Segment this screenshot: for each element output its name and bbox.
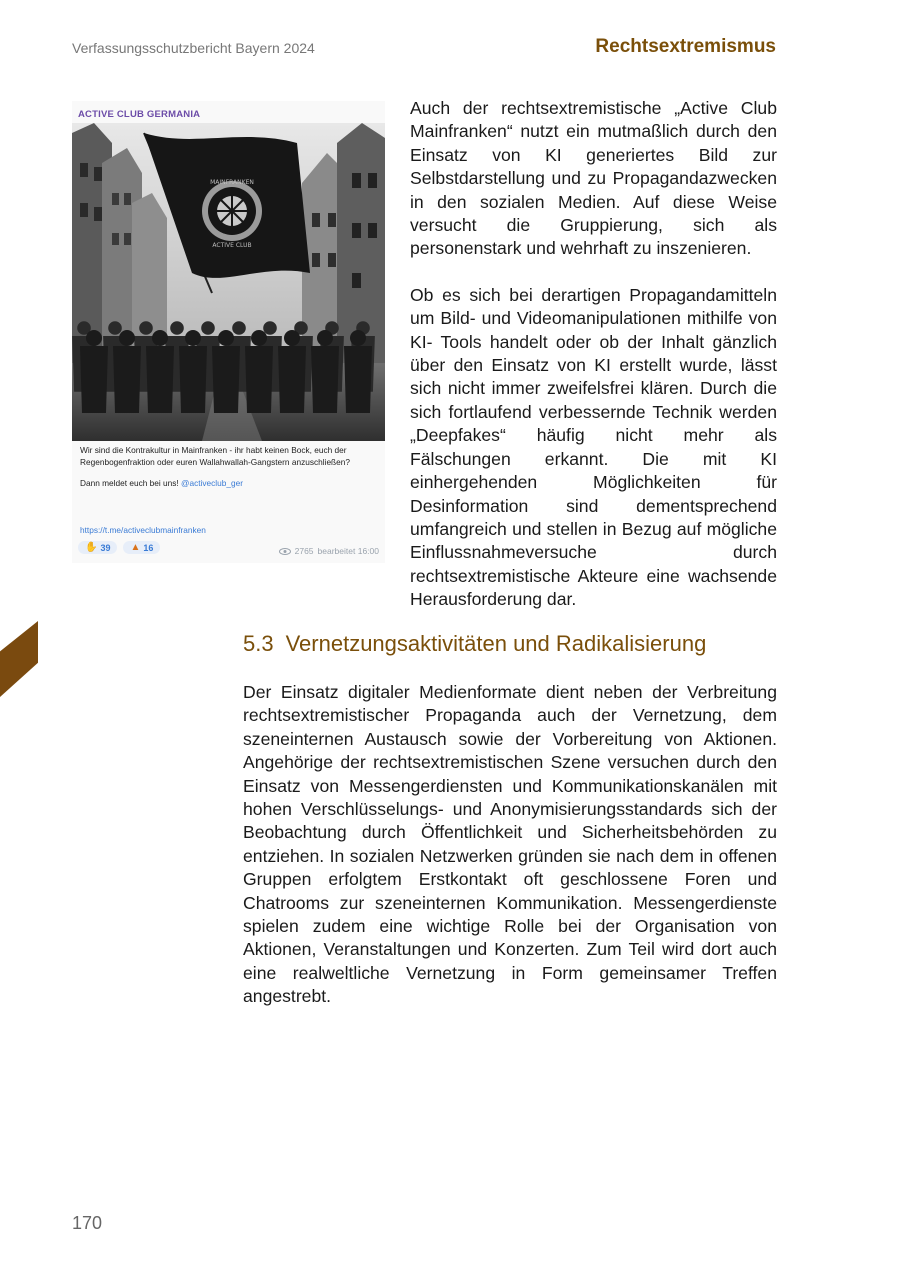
- section-heading: [243, 631, 706, 657]
- chapter-side-tab: [0, 621, 38, 697]
- paragraph-active-club: Auch der rechtsextremistische „Active Club Mainfranken“ nutzt ein mutmaßlich durch den Einsatz von KI generiertes Bild zur Selbstdarstellung und zu Propagandazwecken in den sozialen Medien. Auf diese Weise versucht die Gruppierung, sich als personenstark und wehrhaft zu inszenieren.: [410, 98, 777, 259]
- propaganda-photo: [72, 123, 385, 441]
- section-paragraph: Der Einsatz digitaler Medienformate dient neben der Verbreitung rechtsextremistischer Propaganda auch der Vernetzung, dem szeneinternen Austausch sowie der Vorbereitung von Aktionen. Angehörige der rechtsextremistischen Szene versuchen durch den Einsatz von Messengerdiensten und Kommunikationskanälen mit hohen Verschlüsselungs- und Anonymisierungsstandards sich der Beobachtung durch Öffentlichkeit und Sicherheitsbehörden zu entziehen. In sozialen Netzwerken gründen sie nach dem in offenen Gruppen erfolgtem Erstkontakt oft geschlossene Foren und Chatrooms zur szeneinternen Kommunikation. Messengerdienste spielen zudem eine wichtige Rolle bei der Organisation von Aktionen, Veranstaltungen und Konzerten. Zum Teil wird dort auch eine realweltliche Vernetzung in Form gemeinsamer Treffen angestrebt.: [243, 682, 777, 1007]
- fire-icon: ▲: [130, 542, 141, 553]
- post-caption-text: Wir sind die Kontrakultur in Mainfranken - ihr habt keinen Bock, euch der Regenbogenfraktion oder euren Wallahwallah-Gangstern anzuschließen?: [80, 445, 350, 467]
- running-header-chapter: Rechtsextremismus: [595, 36, 776, 57]
- page-number: 170: [72, 1213, 103, 1233]
- reaction-clap[interactable]: [78, 541, 117, 554]
- reaction-fire-count: 16: [143, 542, 154, 553]
- post-call-to-action: Dann meldet euch bei uns!: [80, 478, 179, 488]
- post-edited-time: bearbeitet 16:00: [317, 546, 379, 556]
- flag-text-top: MAINFRANKEN: [210, 179, 254, 186]
- reaction-fire[interactable]: [123, 541, 160, 554]
- section-title: Vernetzungsaktivitäten und Radikalisierung: [285, 631, 707, 656]
- section-number: 5.3: [243, 631, 274, 656]
- post-meta: [279, 546, 379, 556]
- telegram-post-figure: [72, 101, 385, 563]
- post-reactions: [78, 541, 160, 554]
- eye-icon: [279, 548, 291, 555]
- post-views: 2765: [294, 546, 314, 556]
- flag-text-bottom: ACTIVE CLUB: [212, 242, 252, 249]
- body-column-right: [410, 97, 777, 635]
- paragraph-deepfakes: Ob es sich bei derartigen Propagandamitteln um Bild- und Videomanipulationen mithilfe von KI- Tools handelt oder ob der Inhalt gänzlich über den Einsatz von KI erstellt wurde, lässt sich nicht immer zweifelsfrei klären. Durch die sich fortlaufend verbessernde Technik werden „Deepfakes“ häufig nicht mehr als Fälschungen erkannt. Die mit KI einhergehenden Möglichkeiten für Desinformation sind dementsprechend umfangreich und stellen in Bezug auf mögliche Einflussnahmeversuche durch rechtsextremistische Akteure eine wachsende Herausforderung dar.: [410, 284, 777, 610]
- running-header-report: Verfassungsschutzbericht Bayern 2024: [72, 40, 315, 56]
- clapping-hands-icon: ✋: [85, 542, 98, 553]
- post-caption: [80, 445, 378, 500]
- post-channel-name: ACTIVE CLUB GERMANIA: [78, 109, 201, 120]
- post-mention-link[interactable]: @activeclub_ger: [181, 478, 243, 488]
- reaction-clap-count: 39: [100, 542, 111, 553]
- post-channel-link[interactable]: https://t.me/activeclubmainfranken: [80, 525, 206, 535]
